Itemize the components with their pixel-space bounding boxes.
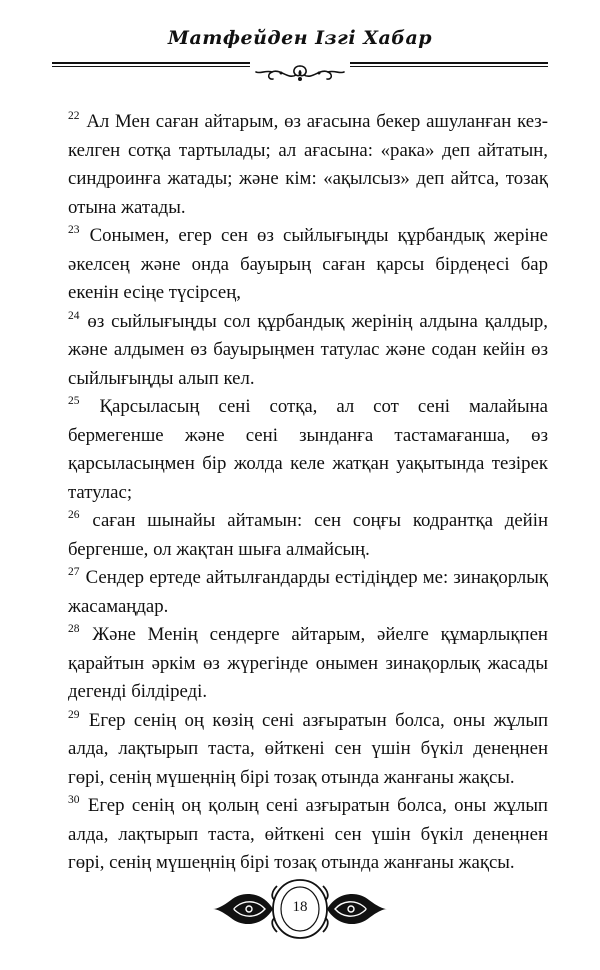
verse-text: Егер сенің оң қолың сені азғыратын болса, оны жұлып алда, лақтырып таста, өйткені сен үшін бүкіл денеңнен гөрі, сенің мүшеңнің бірі тозақ отында жанғаны жақсы. (68, 795, 548, 873)
verse-text: Егер сенің оң көзің сені азғыратын болса, оны жұлып алда, лақтырып таста, өйткені сен үшін бүкіл денеңнен гөрі, сенің мүшеңнің бірі тозақ отында жанғаны жақсы. (68, 709, 548, 788)
verse-text: Және Менің сендерге айтарым, әйелге құмарлықпен қарайтын әркім өз жүрегінде онымен зинақорлық жасады дегенді білдіреді. (68, 624, 548, 702)
verse-paragraph (68, 222, 548, 308)
verse-number: 30 (68, 794, 80, 806)
scripture-text (68, 108, 548, 878)
verse-text: Сонымен, егер сен өз сыйлығыңды құрбандық жеріне әкелсең және онда бауырың саған қарсы бірдеңесі бар екенін есіңе түсірсең, (68, 225, 548, 303)
verse-paragraph (68, 393, 548, 507)
page-number: 18 (292, 899, 308, 915)
verse-number: 23 (68, 224, 80, 236)
verse-text: өз сыйлығыңды сол құрбандық жерінің алдына қалдыр, және алдымен өз бауырыңмен татулас және содан кейін өз сыйлығыңды алып кел. (68, 310, 548, 389)
verse-paragraph (68, 564, 548, 621)
verse-number: 28 (68, 623, 80, 635)
running-head-title: Матфейден Ізгі Хабар (167, 27, 433, 49)
verse-paragraph (68, 707, 548, 793)
verse-text: Ал Мен саған айтарым, өз ағасына бекер ашуланған кез-келген сотқа тартылады; ал ағасына: «рака» деп айтатын, синдроинға жатады; және кім: «ақылсыз» деп айтса, тозақ отына жатады. (68, 111, 548, 218)
verse-number: 29 (68, 708, 80, 721)
verse-text: Сендер ертеде айтылғандарды естідіңдер ме: зинақорлық жасамаңдар. (68, 567, 548, 617)
verse-text: Қарсыласың сені сотқа, ал сот сені малайына бермегенше және сені зынданға тастамағанша, өз қарсыласыңмен бір жолда келе жатқан уақытында тезірек татулас; (68, 396, 548, 503)
verse-text: саған шынайы айтамын: сен соңғы кодрантқа дейін бергенше, ол жақтан шыға алмайсың. (68, 510, 548, 560)
verse-number: 25 (68, 395, 80, 407)
verse-paragraph (68, 621, 548, 707)
verse-paragraph (68, 792, 548, 878)
verse-paragraph (68, 108, 548, 222)
verse-number: 22 (68, 110, 80, 122)
verse-number: 26 (68, 509, 80, 521)
verse-paragraph (68, 507, 548, 564)
verse-number: 27 (68, 566, 80, 578)
header-ornament-icon (250, 62, 350, 86)
verse-number: 24 (68, 309, 80, 322)
verse-paragraph (68, 308, 548, 394)
